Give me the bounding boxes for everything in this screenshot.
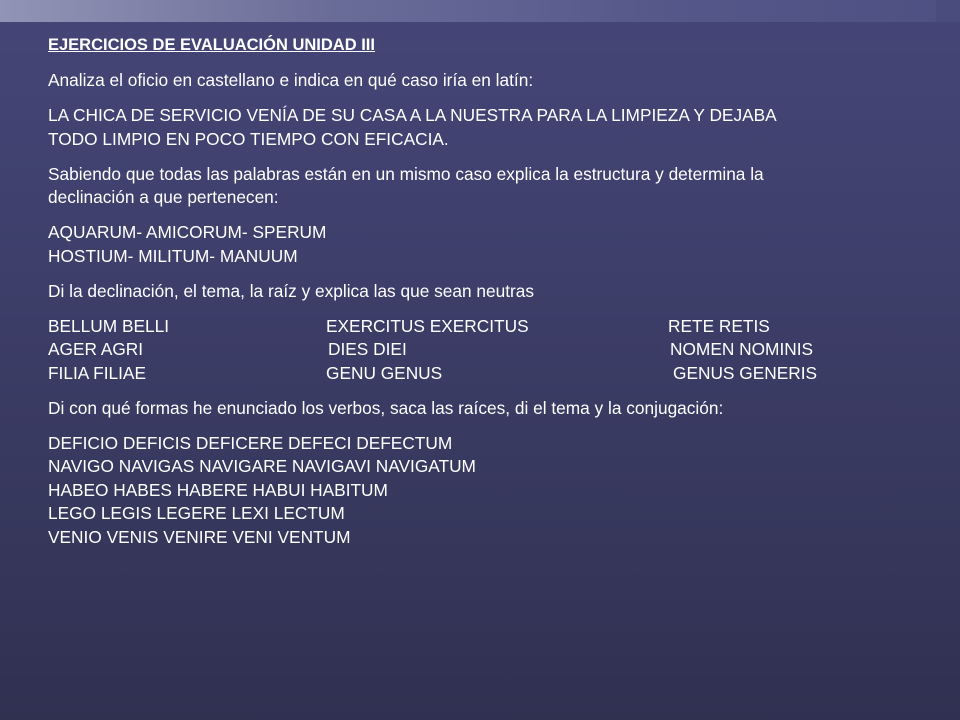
- noun-row: [48, 362, 948, 386]
- noun-entry: RETE RETIS: [668, 315, 770, 336]
- noun-entry: NOMEN NOMINIS: [670, 339, 814, 359]
- verb-line: LEGO LEGIS LEGERE LEXI LECTUM: [48, 503, 345, 523]
- exercise-1-instruction: Analiza el oficio en castellano e indica en qué caso iría en latín:: [48, 70, 534, 90]
- slide-top-bar: [0, 0, 960, 22]
- page-title: EJERCICIOS DE EVALUACIÓN UNIDAD III: [48, 36, 375, 54]
- spacer: [48, 385, 948, 397]
- verb-line: VENIO VENIS VENIRE VENI VENTUM: [48, 526, 351, 547]
- noun-entry: GENUS GENERIS: [673, 362, 818, 383]
- spacer: [48, 93, 948, 105]
- spacer: [48, 303, 948, 315]
- exercise-1-sentence-line-1: LA CHICA DE SERVICIO VENÍA DE SU CASA A LA NUESTRA PARA LA LIMPIEZA Y DEJABA: [48, 105, 777, 125]
- verb-line: DEFICIO DEFICIS DEFICERE DEFECI DEFECTUM: [48, 432, 453, 453]
- noun-entry: DIES DIEI: [328, 339, 407, 359]
- exercise-1-sentence-line-2: TODO LIMPIO EN POCO TIEMPO CON EFICACIA.: [48, 128, 449, 149]
- spacer: [48, 210, 948, 222]
- spacer: [48, 151, 948, 163]
- exercise-3-instruction: Di la declinación, el tema, la raíz y explica las que sean neutras: [48, 280, 535, 301]
- spacer: [48, 268, 948, 280]
- exercise-2-words-line-2: HOSTIUM- MILITUM- MANUUM: [48, 245, 298, 266]
- spacer: [48, 58, 948, 70]
- spacer: [48, 420, 948, 432]
- noun-entry: EXERCITUS EXERCITUS: [326, 315, 529, 336]
- slide-content: [48, 34, 948, 549]
- exercise-2-instruction-line-1: Sabiendo que todas las palabras están en un mismo caso explica la estructura y determina la: [48, 163, 764, 184]
- verb-line: NAVIGO NAVIGAS NAVIGARE NAVIGAVI NAVIGATUM: [48, 456, 476, 476]
- noun-entry: FILIA FILIAE: [48, 362, 146, 383]
- exercise-2-words-line-1: AQUARUM- AMICORUM- SPERUM: [48, 222, 327, 242]
- noun-row: [48, 338, 948, 362]
- noun-entry: BELLUM BELLI: [48, 315, 170, 336]
- noun-entry: GENU GENUS: [326, 362, 443, 383]
- verb-line: HABEO HABES HABERE HABUI HABITUM: [48, 479, 388, 500]
- noun-entry: AGER AGRI: [48, 339, 144, 359]
- noun-row: [48, 315, 948, 339]
- exercise-4-instruction: Di con qué formas he enunciado los verbos, saca las raíces, di el tema y la conjugación:: [48, 397, 724, 418]
- exercise-2-instruction-line-2: declinación a que pertenecen:: [48, 187, 279, 207]
- slide-top-accent: [936, 0, 960, 22]
